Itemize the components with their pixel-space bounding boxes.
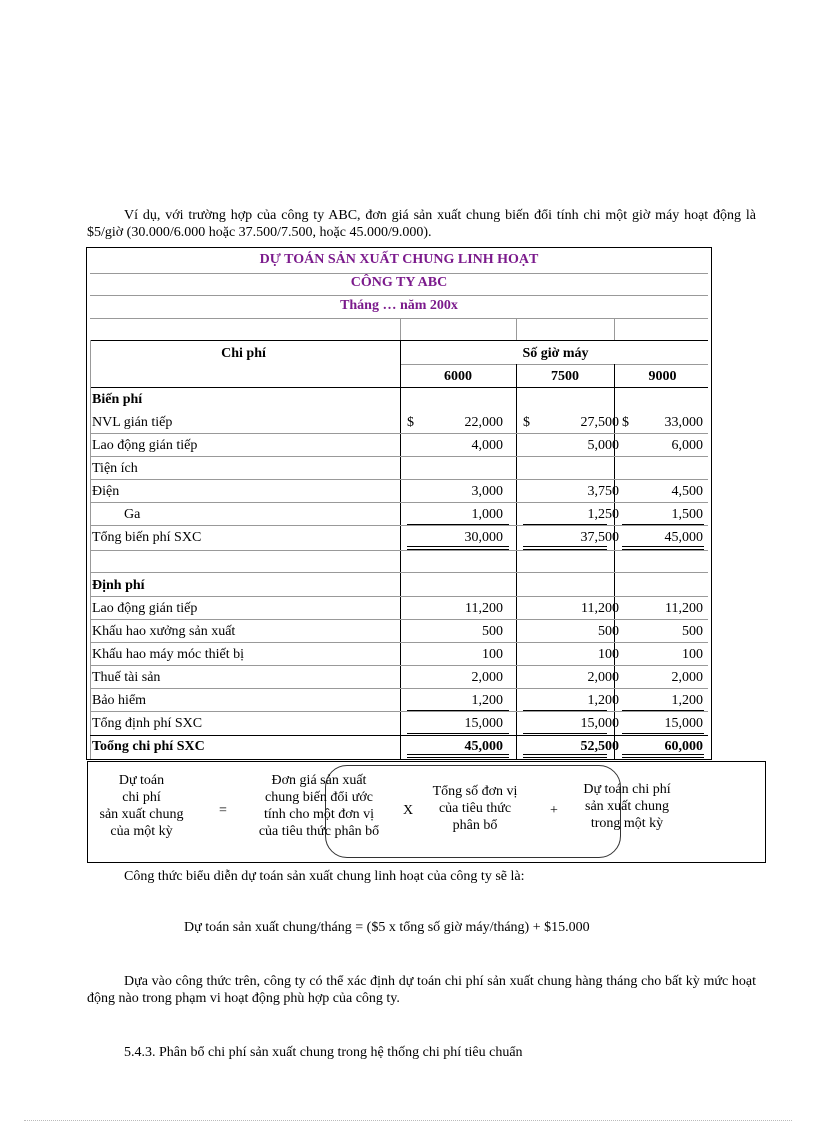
equals-sign: = <box>219 803 227 818</box>
value-cell: 22,000 <box>464 415 503 430</box>
formula-text: của tiêu thức phân bổ <box>258 824 380 839</box>
value-cell: 1,200 <box>587 693 619 708</box>
value-cell: 6,000 <box>671 438 703 453</box>
row-label: Tiện ích <box>92 461 138 476</box>
formula-text: Dự toán <box>118 773 165 788</box>
flexible-budget-table <box>86 247 712 760</box>
table-title: DỰ TOÁN SẢN XUẤT CHUNG LINH HOẠT <box>259 252 539 267</box>
variable-heading: Biến phí <box>92 392 143 407</box>
intro-paragraph: Ví dụ, với trường hợp của công ty ABC, đơn giá sản xuất chung biến đổi tính chi một giờ máy hoạt động là $5/giờ (30.000/6.000 hoặc 37.500/7.500, hoặc 45.000/9.000). <box>87 208 756 240</box>
formula-text: Dự toán chi phí <box>583 782 671 797</box>
section-heading: 5.4.3. Phân bổ chi phí sản xuất chung trong hệ thống chi phí tiêu chuẩn <box>124 1045 523 1060</box>
value-cell: 11,200 <box>465 601 503 616</box>
value-cell: 33,000 <box>664 415 703 430</box>
value-cell: 11,200 <box>581 601 619 616</box>
row-label: Ga <box>124 507 141 522</box>
value-cell: 500 <box>682 624 703 639</box>
formula-text: tính cho một đơn vị <box>263 807 375 822</box>
col-6000: 6000 <box>444 369 472 384</box>
value-cell: 15,000 <box>464 716 503 731</box>
value-cell: 3,000 <box>471 484 503 499</box>
fixed-heading: Định phí <box>92 578 145 593</box>
formula-mid1-block <box>240 772 398 840</box>
value-cell: 30,000 <box>464 530 503 545</box>
col-7500: 7500 <box>551 369 579 384</box>
value-cell: 1,000 <box>471 507 503 522</box>
currency-sign: $ <box>622 415 629 430</box>
formula-text: của tiêu thức <box>438 801 512 816</box>
formula-text: Tổng số đơn vị <box>432 784 518 799</box>
row-label: Khấu hao máy móc thiết bị <box>92 647 245 662</box>
row-label: Tổng định phí SXC <box>92 716 203 731</box>
formula-diagram <box>87 761 766 863</box>
table-period: Tháng … năm 200x <box>340 298 458 313</box>
row-label: Lao động gián tiếp <box>92 601 198 616</box>
formula-right-block <box>565 781 689 832</box>
value-cell: 100 <box>682 647 703 662</box>
value-cell: 15,000 <box>580 716 619 731</box>
value-cell: 45,000 <box>664 530 703 545</box>
formula-text: chung biến đổi ước <box>265 790 373 805</box>
value-cell: 3,750 <box>587 484 619 499</box>
col-9000: 9000 <box>648 369 677 384</box>
value-cell: 15,000 <box>664 716 703 731</box>
value-cell: 1,500 <box>671 507 703 522</box>
value-cell: 100 <box>598 647 619 662</box>
value-cell: 52,500 <box>580 739 619 754</box>
header-hours: Số giờ máy <box>522 346 589 361</box>
header-cost: Chi phí <box>221 346 266 361</box>
formula-text: trong một kỳ <box>590 816 664 831</box>
value-cell: 11,200 <box>665 601 703 616</box>
row-label: Khấu hao xưởng sản xuất <box>92 624 236 639</box>
row-label: Lao động gián tiếp <box>92 438 198 453</box>
value-cell: 1,200 <box>671 693 703 708</box>
page-bottom-rule <box>24 1120 792 1121</box>
value-cell: 500 <box>482 624 503 639</box>
table-company: CÔNG TY ABC <box>350 275 448 290</box>
value-cell: 1,250 <box>587 507 619 522</box>
formula-left-block <box>88 772 195 840</box>
formula-equation: Dự toán sản xuất chung/tháng = ($5 x tổng số giờ máy/tháng) + $15.000 <box>184 920 590 935</box>
formula-text: chi phí <box>122 790 161 805</box>
row-label: Toổng chi phí SXC <box>92 739 205 754</box>
value-cell: 2,000 <box>671 670 703 685</box>
formula-text: sản xuất chung <box>585 799 669 814</box>
plus-sign: + <box>550 803 558 818</box>
value-cell: 4,000 <box>471 438 503 453</box>
formula-text: phân bổ <box>452 818 498 833</box>
currency-sign: $ <box>407 415 414 430</box>
row-label: NVL gián tiếp <box>92 415 173 430</box>
formula-text: sản xuất chung <box>99 807 184 822</box>
outro-paragraph: Dựa vào công thức trên, công ty có thể xác định dự toán chi phí sản xuất chung hàng tháng cho bất kỳ mức hoạt động nào trong phạm vi hoạt động phù hợp của công ty. <box>87 974 756 1006</box>
value-cell: 2,000 <box>471 670 503 685</box>
value-cell: 500 <box>598 624 619 639</box>
value-cell: 5,000 <box>587 438 619 453</box>
value-cell: 4,500 <box>671 484 703 499</box>
value-cell: 60,000 <box>664 739 703 754</box>
formula-text: của một kỳ <box>110 824 173 839</box>
times-sign: X <box>402 803 414 818</box>
formula-intro: Công thức biểu diễn dự toán sản xuất chung linh hoạt của công ty sẽ là: <box>124 869 525 884</box>
row-label: Tổng biến phí SXC <box>92 530 202 545</box>
formula-text: Đơn giá sản xuất <box>271 773 367 788</box>
value-cell: 1,200 <box>471 693 503 708</box>
row-label: Thuế tài sản <box>92 670 161 685</box>
currency-sign: $ <box>523 415 530 430</box>
value-cell: 27,500 <box>580 415 619 430</box>
value-cell: 2,000 <box>587 670 619 685</box>
value-cell: 45,000 <box>464 739 503 754</box>
value-cell: 37,500 <box>580 530 619 545</box>
row-label: Điện <box>92 484 120 499</box>
value-cell: 100 <box>482 647 503 662</box>
row-label: Bảo hiểm <box>92 693 147 708</box>
formula-mid2-block <box>416 783 534 834</box>
